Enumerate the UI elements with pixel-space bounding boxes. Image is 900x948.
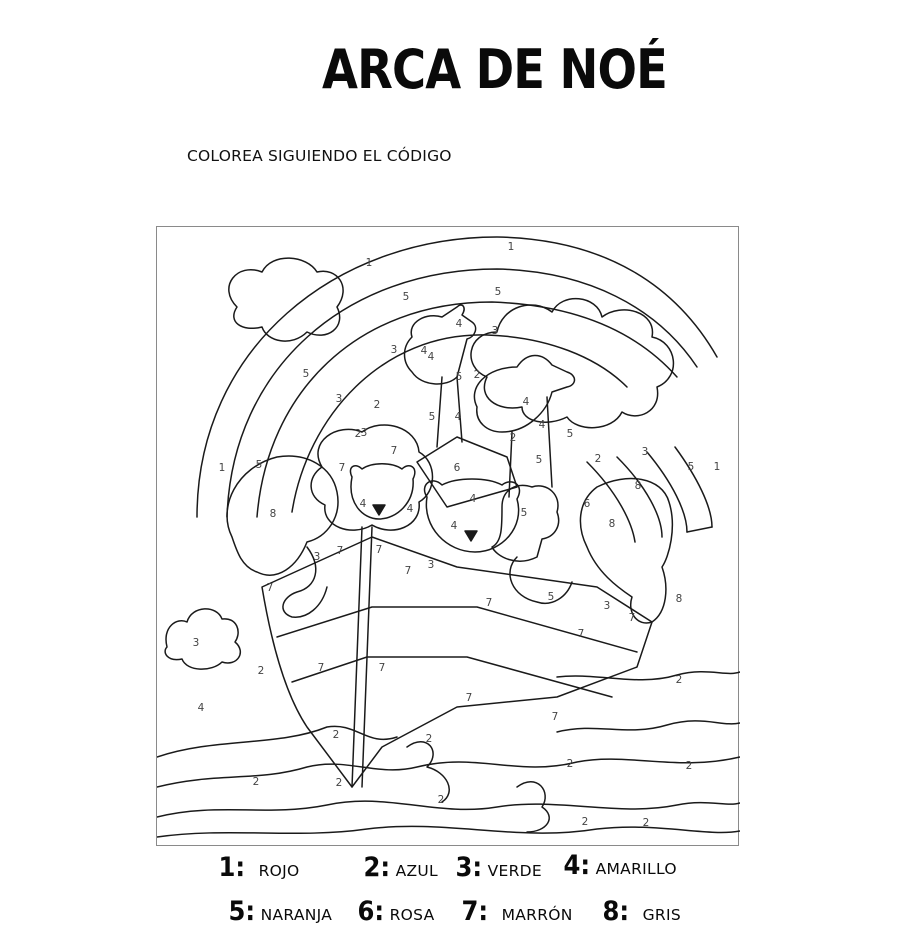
legend-label: ROJO — [258, 862, 300, 880]
legend-code: 6: — [357, 896, 385, 927]
lion-illustration — [311, 425, 432, 530]
ark-hull-illustration — [262, 527, 652, 787]
legend-item-6 — [356, 896, 435, 927]
region-number: 3 — [335, 392, 343, 405]
region-number: 5 — [687, 460, 695, 473]
region-number: 5 — [255, 458, 263, 471]
region-number: 8 — [269, 507, 277, 520]
region-number: 5 — [547, 590, 555, 603]
elephant-left-illustration — [227, 456, 338, 575]
region-number: 5 — [520, 506, 528, 519]
cloud-right-illustration — [471, 299, 673, 428]
legend-code: 5: — [228, 896, 256, 927]
legend-label: NARANJA — [260, 906, 333, 924]
legend-label: VERDE — [487, 862, 542, 880]
region-number: 4 — [455, 317, 463, 330]
region-number: 2 — [594, 452, 602, 465]
region-number: 2 — [252, 775, 260, 788]
region-number: 1 — [218, 461, 226, 474]
region-number: 7 — [317, 661, 325, 674]
noah-illustration — [492, 485, 572, 603]
legend-label: GRIS — [642, 906, 681, 924]
bush-illustration — [165, 609, 240, 669]
elephant-right-illustration — [580, 479, 672, 623]
region-number: 5 — [566, 427, 574, 440]
region-number: 2 — [425, 732, 433, 745]
region-number: 7 — [336, 544, 344, 557]
legend-code: 2: — [363, 852, 391, 883]
legend-code: 1: — [218, 852, 246, 883]
legend-label: MARRÓN — [501, 906, 573, 924]
region-number: 7 — [485, 596, 493, 609]
legend-item-2 — [362, 852, 438, 883]
region-number: 5 — [535, 453, 543, 466]
giraffe-left-illustration — [405, 305, 476, 447]
region-number: 8 — [675, 592, 683, 605]
giraffe-right-illustration — [474, 355, 574, 497]
region-number: 7 — [465, 691, 473, 704]
region-number: 1 — [507, 240, 515, 253]
legend-item-4 — [562, 850, 677, 881]
region-number: 1 — [713, 460, 721, 473]
region-number: 3 — [360, 426, 368, 439]
region-number: 7 — [551, 710, 559, 723]
region-number: 3 — [313, 550, 321, 563]
region-number: 3 — [491, 324, 499, 337]
legend-code: 8: — [602, 896, 630, 927]
legend-item-1 — [217, 852, 300, 883]
legend-item-8 — [601, 896, 681, 927]
legend-item-3 — [454, 852, 542, 883]
region-number: 2 — [685, 759, 693, 772]
region-number: 4 — [427, 350, 435, 363]
region-number: 5 — [402, 290, 410, 303]
region-number: 2 — [509, 431, 517, 444]
legend-label: AMARILLO — [595, 860, 677, 878]
region-number: 5 — [494, 285, 502, 298]
region-number: 4 — [420, 344, 428, 357]
region-number: 6 — [583, 497, 591, 510]
region-number: 5 — [428, 410, 436, 423]
region-number: 7 — [266, 581, 274, 594]
region-number: 2 — [675, 673, 683, 686]
region-number: 2 — [373, 398, 381, 411]
region-number: 2 — [473, 368, 481, 381]
region-number: 3 — [603, 599, 611, 612]
region-number: 4 — [538, 418, 546, 431]
region-number: 2 — [332, 728, 340, 741]
coloring-drawing-frame — [156, 226, 739, 846]
water-waves-illustration — [157, 672, 740, 837]
legend-code: 4: — [563, 850, 591, 881]
region-number: 2 — [354, 427, 362, 440]
region-number: 4 — [197, 701, 205, 714]
snake-illustration — [283, 547, 327, 617]
region-number: 5 — [302, 367, 310, 380]
region-number: 3 — [192, 636, 200, 649]
region-number: 5 — [455, 370, 463, 383]
cloud-left-illustration — [229, 258, 343, 341]
region-number: 8 — [634, 479, 642, 492]
region-number: 7 — [577, 627, 585, 640]
region-number: 1 — [365, 256, 373, 269]
region-number: 4 — [454, 410, 462, 423]
region-number: 2 — [566, 757, 574, 770]
region-number: 8 — [608, 517, 616, 530]
region-number: 2 — [257, 664, 265, 677]
region-number: 3 — [427, 558, 435, 571]
region-number: 7 — [628, 611, 636, 624]
region-number: 4 — [522, 395, 530, 408]
legend-label: AZUL — [395, 862, 438, 880]
legend-code: 3: — [455, 852, 483, 883]
region-number: 4 — [469, 492, 477, 505]
region-number: 2 — [642, 816, 650, 829]
region-number: 2 — [437, 793, 445, 806]
region-number: 7 — [338, 461, 346, 474]
region-number: 4 — [359, 497, 367, 510]
page-title: ARCA DE NOÉ — [322, 38, 667, 101]
region-number: 3 — [390, 343, 398, 356]
region-number: 4 — [450, 519, 458, 532]
region-number: 7 — [375, 543, 383, 556]
region-number: 2 — [335, 776, 343, 789]
region-number: 7 — [378, 661, 386, 674]
legend-code: 7: — [461, 896, 489, 927]
legend-item-5 — [227, 896, 332, 927]
region-number: 4 — [406, 502, 414, 515]
instruction-text: COLOREA SIGUIENDO EL CÓDIGO — [187, 147, 452, 165]
ark-line-drawing — [157, 227, 740, 847]
region-number: 7 — [404, 564, 412, 577]
region-number: 6 — [453, 461, 461, 474]
region-number: 7 — [390, 444, 398, 457]
region-number: 3 — [641, 445, 649, 458]
legend-label: ROSA — [389, 906, 435, 924]
region-number: 2 — [581, 815, 589, 828]
rainbow-illustration — [197, 237, 717, 542]
legend-item-7 — [460, 896, 573, 927]
